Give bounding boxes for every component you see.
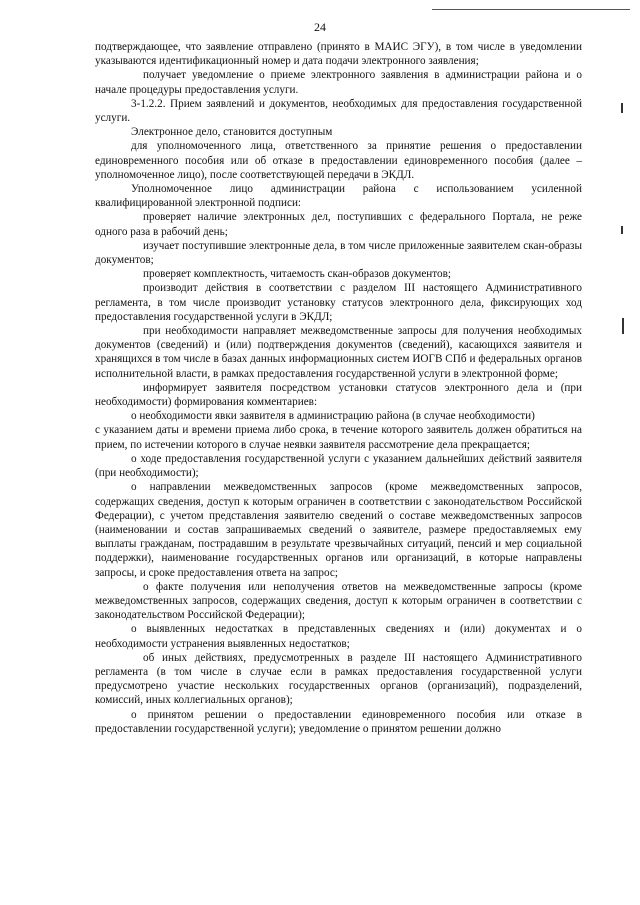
- paragraph-13: о необходимости явки заявителя в администрацию района (в случае необходимости): [131, 410, 535, 423]
- paragraph-16: о направлении межведомственных запросов (кроме межведомственных запросов, содержащих сведения, доступ к которым ограничен в соответствии с законодательством Российской Федерации), с учетом представления заявителю сведений о составе межведомственных запросов (наименовании и состав запрашиваемых сведений о заявителе, размере предоставляемых ему выплаты гражданам, пострадавшим в результате чрезвычайных ситуаций, пенсий и мер социальной поддержки), наименование государственных органов или организаций, в которые направлены запросы, и сроке предоставления ответа на запрос;: [95, 481, 582, 579]
- paragraph-17: о факте получения или неполучения ответов на межведомственные запросы (кроме межведомственных запросов, содержащих сведения, доступ к которым ограничен в соответствии с законодательством Российской Федерации);: [95, 580, 582, 622]
- paragraph-9: проверяет комплектность, читаемость скан-образов документов;: [143, 268, 452, 281]
- paragraph-11: при необходимости направляет межведомственные запросы для получения необходимых документов (сведений) и (или) подтверждения документов (сведений), касающихся заявителя и хранящихся в том числе в базах данных информационных систем ИОГВ СПб и федеральных органов исполнительной власти, в рамках предоставления государственной услуги в электронной форме;: [95, 325, 582, 380]
- document-body: [95, 40, 582, 736]
- paragraph-18: о выявленных недостатках в представленных сведениях и (или) документах и о необходимости устранения выявленных недостатков;: [95, 623, 582, 650]
- scan-corner-mark: [432, 9, 630, 10]
- page-number: 24: [314, 20, 326, 34]
- paragraph-15: о ходе предоставления государственной услуги с указанием дальнейших действий заявителя (при необходимости);: [95, 452, 582, 480]
- paragraph-3: 3-1.2.2. Прием заявлений и документов, необходимых для предоставления государственной услуги.: [95, 97, 582, 125]
- paragraph-20: о принятом решении о предоставлении единовременного пособия или отказе в предоставлении государственной услуги); уведомление о принятом решении должно: [95, 708, 582, 735]
- paragraph-1: подтверждающее, что заявление отправлено (принято в МАИС ЭГУ), в том числе в уведомлении указываются идентификационный номер и дата подачи электронного заявления;: [95, 41, 582, 68]
- scan-edge-mark-2: [621, 226, 623, 234]
- paragraph-5: для уполномоченного лица, ответственного за принятие решения о предоставлении единовременного пособия или об отказе в предоставлении единовременного пособия (далее – уполномоченное лицо), после соответствующей передачи в ЭКДЛ.: [95, 140, 582, 181]
- paragraph-4: Электронное дело, становится доступным: [131, 126, 333, 139]
- paragraph-10: производит действия в соответствии с разделом III настоящего Административного регламента, в том числе производит установку статусов электронного дела, фиксирующих ход предоставления государственной услуги в ЭКДЛ;: [95, 282, 582, 323]
- paragraph-2: получает уведомление о приеме электронного заявления в администрации района и о начале процедуры предоставления услуги.: [95, 69, 582, 96]
- paragraph-7: проверяет наличие электронных дел, поступивших с федерального Портала, не реже одного раза в рабочий день;: [95, 211, 582, 238]
- paragraph-19: об иных действиях, предусмотренных в разделе III настоящего Административного регламента (в том числе в случае если в рамках предоставления государственной услуги предусмотрено участие нескольких государственных органов (организаций), подразделений, комиссий, иных коллегиальных органов);: [95, 651, 582, 707]
- paragraph-8: изучает поступившие электронные дела, в том числе приложенные заявителем скан-образы документов;: [95, 239, 582, 267]
- scan-edge-mark-1: [621, 103, 623, 113]
- scan-edge-mark-3: [622, 318, 624, 334]
- paragraph-14: с указанием даты и времени приема либо срока, в течение которого заявитель должен обратиться на прием, по истечении которого в случае неявки заявителя рассмотрение дела прекращается;: [95, 424, 582, 451]
- paragraph-6: Уполномоченное лицо администрации района с использованием усиленной квалифицированной электронной подписи:: [95, 183, 582, 210]
- paragraph-12: информирует заявителя посредством установки статусов электронного дела и (при необходимости) формирования комментариев:: [95, 381, 582, 409]
